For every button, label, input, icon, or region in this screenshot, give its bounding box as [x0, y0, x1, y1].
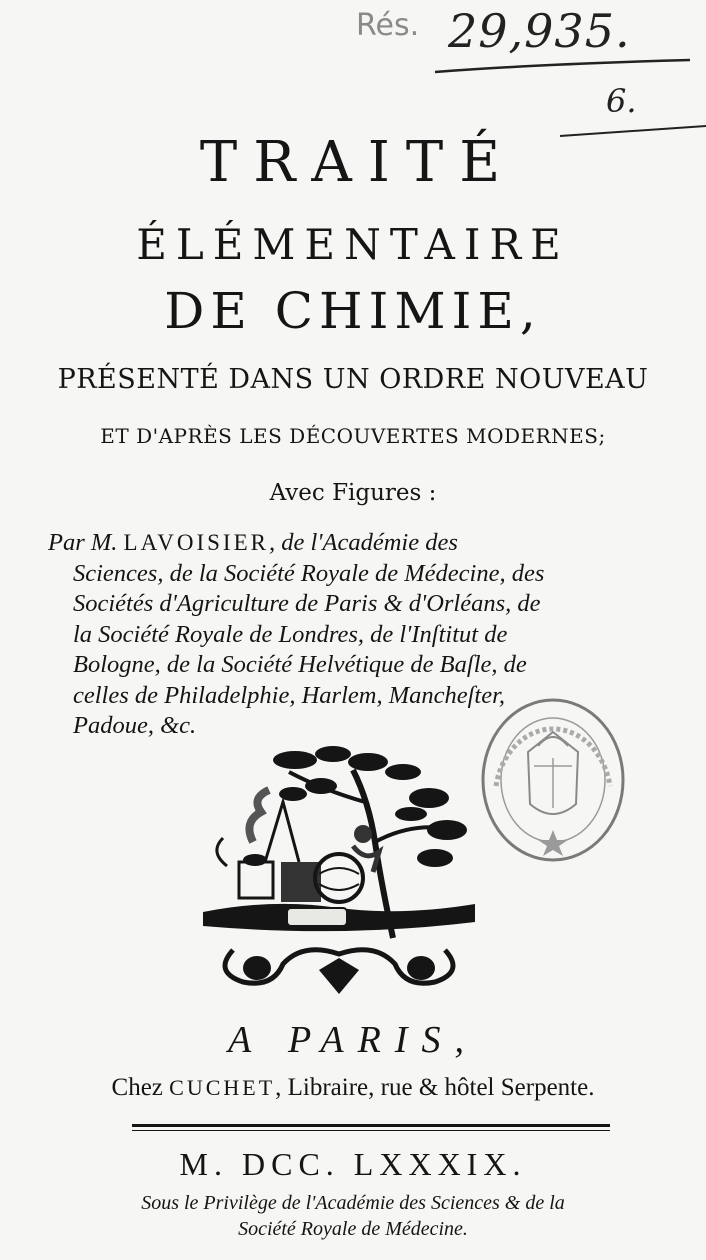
author-line-2: Sciences, de la Société Royale de Médecine, des: [73, 559, 545, 587]
imprint-publisher: Chez CUCHET, Libraire, rue & hôtel Serpente.: [111, 1074, 595, 1101]
shelfmark-sub: 6.: [606, 82, 637, 120]
author-line-6: celles de Philadelphie, Harlem, Mancheſter,: [73, 681, 506, 709]
title-line-2: ÉLÉMENTAIRE: [136, 220, 570, 269]
vignette-engraving: [203, 742, 475, 1000]
imprint-rule-thin: [132, 1130, 610, 1131]
privilege-line-1: Sous le Privilège de l'Académie des Sciences & de la: [141, 1192, 565, 1214]
privilege-line-2: Société Royale de Médecine.: [238, 1218, 468, 1240]
title-line-3: DE CHIMIE,: [164, 282, 542, 340]
imprint-date: M. DCC. LXXXIX.: [179, 1146, 527, 1182]
title-line-1: TRAITÉ: [199, 130, 517, 195]
shelfmark-number: 29,935.: [448, 4, 631, 58]
subtitle-line-1: PRÉSENTÉ DANS UN ORDRE NOUVEAU: [57, 364, 649, 395]
subtitle-line-2: ET D'APRÈS LES DÉCOUVERTES MODERNES;: [100, 424, 606, 448]
shelfmark-underline: [0, 0, 706, 140]
imprint-place: A PARIS,: [228, 1019, 478, 1061]
library-stamp: [478, 696, 628, 864]
privilege-note: [0, 1190, 706, 1242]
figures-note: Avec Figures :: [269, 480, 437, 506]
imprint-rule: [132, 1124, 610, 1127]
author-line-3: Sociétés d'Agriculture de Paris & d'Orléans, de: [73, 590, 541, 617]
shelfmark-prefix: Rés.: [356, 8, 420, 43]
author-line-1: Par M. LAVOISIER, de l'Académie des: [48, 529, 458, 556]
publisher-name: CUCHET: [169, 1075, 276, 1100]
author-line-7: Padoue, &c.: [73, 712, 197, 739]
author-name: LAVOISIER: [123, 530, 269, 555]
author-line-4: la Société Royale de Londres, de l'Inſtitut de: [73, 620, 508, 648]
author-line-5: Bologne, de la Société Helvétique de Baſle, de: [73, 651, 527, 678]
